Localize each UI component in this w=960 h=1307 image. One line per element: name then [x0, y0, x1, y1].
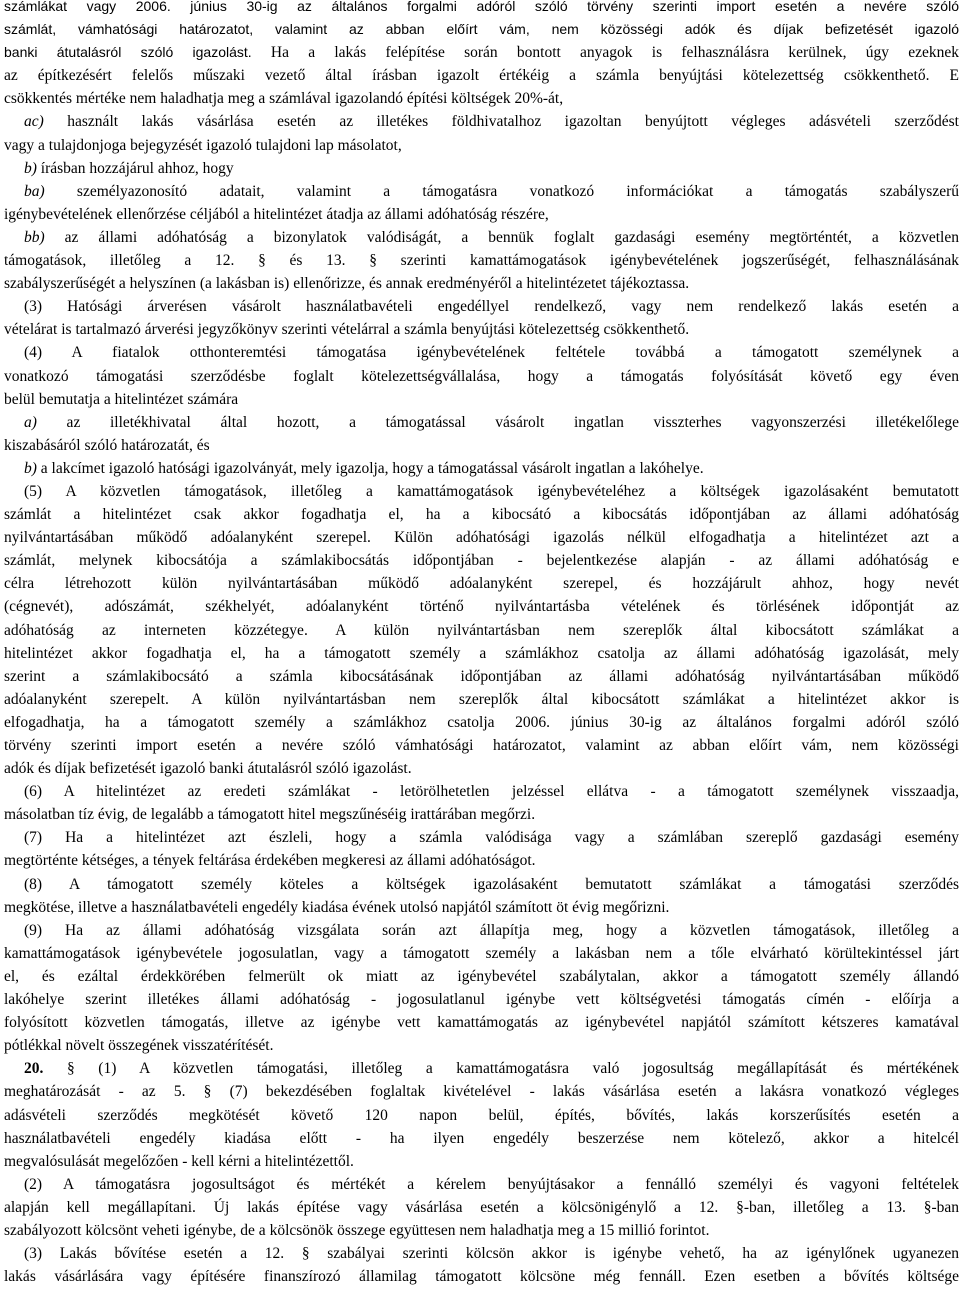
text-line: [4, 1219, 959, 1242]
text-line: [4, 434, 959, 457]
text-segment: szabályozott kölcsönt veheti igénybe, de a kölcsönök összege együttesen nem haladhatja meg a 15 millió forintot.: [4, 1221, 710, 1239]
text-segment: használt lakás vásárlása esetén az illetékes földhivatalhoz igazoltan benyújtott végleges adásvételi szerződést: [43, 113, 959, 131]
text-line: [4, 249, 959, 272]
text-segment: a lakcímet igazoló hatósági igazolványát, mely igazolja, hogy a támogatással vásárolt ingatlan a lakóhelye.: [36, 459, 704, 477]
text-line: [4, 1242, 959, 1265]
text-segment: meghatározását - az 5. § (7) bekezdésében foglaltak kivételével - lakás vásárlása esetén a lakásra vonatkozó végleges: [4, 1083, 959, 1101]
text-segment: célra létrehozott külön nyilvántartásában működő adóalanyként szerepel, és hozzájárult ahhoz, hogy nevét: [4, 575, 959, 593]
text-segment: banki átutalásról szóló igazolást.: [4, 44, 252, 61]
text-line: [4, 572, 959, 595]
text-line: [4, 942, 959, 965]
text-line: [4, 734, 959, 757]
text-segment: kiszabásáról szóló határozatát, és: [4, 436, 210, 454]
text-line: [4, 365, 959, 388]
list-marker: ba): [24, 182, 45, 200]
text-line: [4, 110, 959, 133]
text-line: [4, 0, 959, 18]
text-line: [4, 18, 959, 41]
text-segment: törvény szerinti import esetén a nevére szóló vámhatósági határozatot, valamint az abban előírt vám, nem közösségi: [4, 737, 959, 754]
text-segment: támogatások, illetőleg a 12. § és 13. § szerinti kamattámogatások igénybevételének jogszerűségét, felhasználásának: [4, 252, 959, 270]
text-segment: írásban hozzájárul ahhoz, hogy: [36, 159, 234, 177]
text-line: [4, 295, 959, 318]
text-segment: számlát, melynek kibocsátója a számlakibocsátás időpontjában - bejelentkezése alapján - az állami adóhatóság e: [4, 552, 959, 570]
text-line: [4, 1150, 959, 1173]
text-line: [4, 87, 959, 110]
text-segment: adóalanyként szerepelt. A külön nyilvántartásban nem szereplők által kibocsátott számlákat a hitelintézet akkor is: [4, 690, 959, 708]
text-segment: (4) A fiatalok otthonteremtési támogatása igénybevételének feltétele továbbá a támogatott személynek a: [24, 344, 959, 362]
text-segment: számlát, vámhatósági határozatot, valamint az abban előírt vám, nem közösségi adók és díjak befizetését igazoló: [4, 21, 959, 38]
list-marker: b): [24, 159, 37, 177]
text-line: [4, 549, 959, 572]
text-segment: használatbavételi engedély kiadása előtt - ha ilyen engedély beszerzése nem kötelező, akkor a hitelcél: [4, 1129, 959, 1147]
text-line: [4, 1173, 959, 1196]
text-line: [4, 1057, 959, 1080]
text-segment: megkötése, illetve a használatbavételi engedély kiadása évének utolsó napjától számított öt évig megőrizni.: [4, 898, 670, 916]
text-line: [4, 595, 959, 618]
text-segment: megvalósulását megelőzően - kell kérni a hitelintézettől.: [4, 1152, 354, 1170]
text-line: [4, 711, 959, 734]
text-segment: § (1) A közvetlen támogatási, illetőleg a kamattámogatásra való jogosultság megállapítását és mértékének: [43, 1060, 959, 1078]
text-segment: hitelintézet akkor fogadhatja el, ha a támogatott személy a számlákhoz csatolja az állami adóhatóság igazolását, mely: [4, 644, 959, 662]
text-line: [4, 619, 959, 642]
text-segment: szabályszerűségét a helyszínen (a lakásban is) ellenőrizze, és annak eredményéről a hitelintézetet tájékoztassa.: [4, 275, 690, 293]
text-segment: az illetékhivatal által hozott, a támogatással vásárolt ingatlan visszterhes vagyonszerzési illetékelőlege: [36, 413, 959, 431]
text-segment: belül bemutatja a hitelintézet számára: [4, 390, 239, 408]
text-segment: el, és ezáltal érdekkörében felmerült ok miatt az igénybevétel szabálytalan, akkor a támogatott személy állandó: [4, 967, 959, 985]
text-segment: számlákat vagy 2006. június 30-ig az általános forgalmi adóról szóló törvény szerinti import esetén a nevére szóló: [4, 0, 959, 14]
text-line: [4, 41, 959, 64]
text-segment: pótlékkal növelt összegének visszatérítését.: [4, 1037, 274, 1055]
text-segment: (6) A hitelintézet az eredeti számlákat - letörölhetetlen jelzéssel ellátva - a támogatott személynek visszaadja,: [24, 783, 959, 801]
text-segment: (8) A támogatott személy köteles a költségek igazolásaként bemutatott számlákat a támogatási szerződés: [24, 875, 959, 893]
text-line: [4, 411, 959, 434]
text-segment: másolatban tíz évig, de legalább a támogatott hitel megszűnéséig irattárában megőrzi.: [4, 806, 536, 824]
text-segment: adók és díjak befizetését igazoló banki átutalásról szóló igazolást.: [4, 760, 412, 778]
text-line: [4, 780, 959, 803]
text-line: [4, 157, 959, 180]
text-line: [4, 965, 959, 988]
text-segment: az állami adóhatóság a bizonylatok valódiságát, a bennük foglalt gazdasági esemény megtörténtét, a közvetlen: [44, 228, 959, 246]
text-line: [4, 1080, 959, 1103]
text-line: [4, 503, 959, 526]
list-marker: ac): [24, 113, 44, 131]
text-segment: adóhatóság az interneten közzétegye. A külön nyilvántartásban nem szereplők által kibocsátott számlákat a: [4, 621, 959, 639]
text-line: [4, 1265, 959, 1288]
text-line: [4, 896, 959, 919]
text-segment: elfogadhatja, ha a támogatott személy a számlákhoz csatolja 2006. június 30-ig az általános forgalmi adóról szóló: [4, 713, 959, 731]
text-line: [4, 388, 959, 411]
text-segment: csökkentés mértéke nem haladhatja meg a számlával igazolandó építési költségek 20%-át,: [4, 90, 564, 108]
text-segment: számlát a hitelintézet csak akkor fogadhatja el, ha a kibocsátó a kibocsátás időpontjában az állami adóhatóság: [4, 506, 959, 524]
text-segment: lakóhelye szerint illetékes állami adóhatóság - jogosulatlanul igénybe vett költségvetési támogatás címén - előírja a: [4, 991, 959, 1009]
text-segment: nyilvántartásában működő adóalanyként szerepel. Külön adóhatósági igazolás nélkül elfogadhatja a hitelintézet azt a: [4, 529, 959, 547]
text-line: [4, 226, 959, 249]
text-segment: (5) A közvetlen támogatások, illetőleg a kamattámogatások igénybevételéhez a költségek igazolásaként bemutatott: [24, 482, 959, 500]
text-segment: az építkezésért felelős műszaki vezető által írásban igazolt értékéig a számla benyújtási kötelezettség csökkenthető. E: [4, 67, 959, 85]
text-segment: (7) Ha a hitelintézet azt észleli, hogy a számla valódisága vagy a számlában szereplő gazdasági esemény: [24, 829, 959, 847]
text-line: [4, 665, 959, 688]
section-number: 20.: [24, 1060, 44, 1078]
text-line: [4, 757, 959, 780]
text-line: [4, 457, 959, 480]
text-segment: szerint a számlakibocsátó a számla kibocsátásának időpontjában az állami adóhatóság nyilvántartásában működő: [4, 667, 959, 685]
text-line: [4, 203, 959, 226]
text-segment: adásvételi szerződés megkötését követő 120 napon belül, építés, bővítés, lakás korszerűsítés esetén a: [4, 1106, 959, 1124]
list-marker: b): [24, 459, 37, 477]
text-line: [4, 272, 959, 295]
text-segment: (cégnevét), adószámát, székhelyét, adóalanyként történő nyilvántartásba vételének és törlésének időpontját az: [4, 598, 959, 616]
text-line: [4, 64, 959, 87]
text-line: [4, 826, 959, 849]
text-line: [4, 688, 959, 711]
list-marker: bb): [24, 228, 45, 246]
text-segment: (9) Ha az állami adóhatóság vizsgálata során azt állapítja meg, hogy a közvetlen támogatások, illetőleg a: [24, 921, 959, 939]
text-line: [4, 642, 959, 665]
text-segment: lakás vásárlására vagy építésére finanszírozó államilag támogatott kölcsöne még fennáll. Ezen esetben a bővítés költsége: [4, 1268, 959, 1286]
text-line: [4, 1104, 959, 1127]
text-line: [4, 849, 959, 872]
text-line: [4, 1011, 959, 1034]
text-line: [4, 134, 959, 157]
text-segment: személyazonosító adatait, valamint a támogatásra vonatkozó információkat a támogatás szabályszerű: [44, 182, 959, 200]
text-segment: vonatkozó támogatási szerződésbe foglalt kötelezettségvállalása, hogy a támogatás folyósítását követő egy éven: [4, 367, 959, 385]
text-line: [4, 803, 959, 826]
text-line: [4, 1034, 959, 1057]
text-segment: megtörténte kétséges, a tények feltárása érdekében megkeresi az állami adóhatóságot.: [4, 852, 536, 870]
text-line: [4, 873, 959, 896]
text-segment: kamattámogatások igénybevétele jogosulatlan, vagy a támogatott személy a lakásban nem a tőle elvárható körültekintéssel járt: [4, 944, 959, 962]
text-line: [4, 180, 959, 203]
text-line: [4, 341, 959, 364]
text-line: [4, 988, 959, 1011]
text-segment: igénybevételének ellenőrzése céljából a hitelintézet átadja az állami adóhatóság részére,: [4, 205, 549, 223]
text-segment: folyósított közvetlen támogatás, illetve az igénybe vett kamattámogatás az igénybevétel napjától számított kétszeres kamatával: [4, 1014, 959, 1032]
text-segment: Ha a lakás felépítése során bontott anyagok is felhasználásra kerülnek, úgy ezeknek: [251, 44, 959, 62]
text-line: [4, 480, 959, 503]
text-segment: (3) Lakás bővítése esetén a 12. § szabályai szerinti kölcsön akkor is igénybe vehető, ha az igénylőnek ugyanezen: [24, 1245, 959, 1263]
text-segment: (3) Hatósági árverésen vásárolt használatbavételi engedéllyel rendelkező, vagy nem rendelkező lakás esetén a: [24, 298, 959, 316]
text-line: [4, 1196, 959, 1219]
list-marker: a): [24, 413, 37, 431]
text-segment: vételárat is tartalmazó árverési jegyzőkönyv szerinti vételárral a számla benyújtási kötelezettség csökkenthető.: [4, 321, 690, 339]
text-line: [4, 526, 959, 549]
text-segment: vagy a tulajdonjoga bejegyzését igazoló tulajdoni lap másolatot,: [4, 136, 402, 154]
text-segment: alapján kell megállapítani. Új lakás építése vagy vásárlása esetén a kölcsönigénylő a 12. §-ban, illetőleg a 13. §-ban: [4, 1198, 959, 1216]
text-segment: (2) A támogatásra jogosultságot és mértékét a kérelem benyújtásakor a fennálló személyi és vagyoni feltételek: [24, 1175, 959, 1193]
text-line: [4, 919, 959, 942]
document-page: [4, 0, 959, 1288]
text-line: [4, 1127, 959, 1150]
text-line: [4, 318, 959, 341]
